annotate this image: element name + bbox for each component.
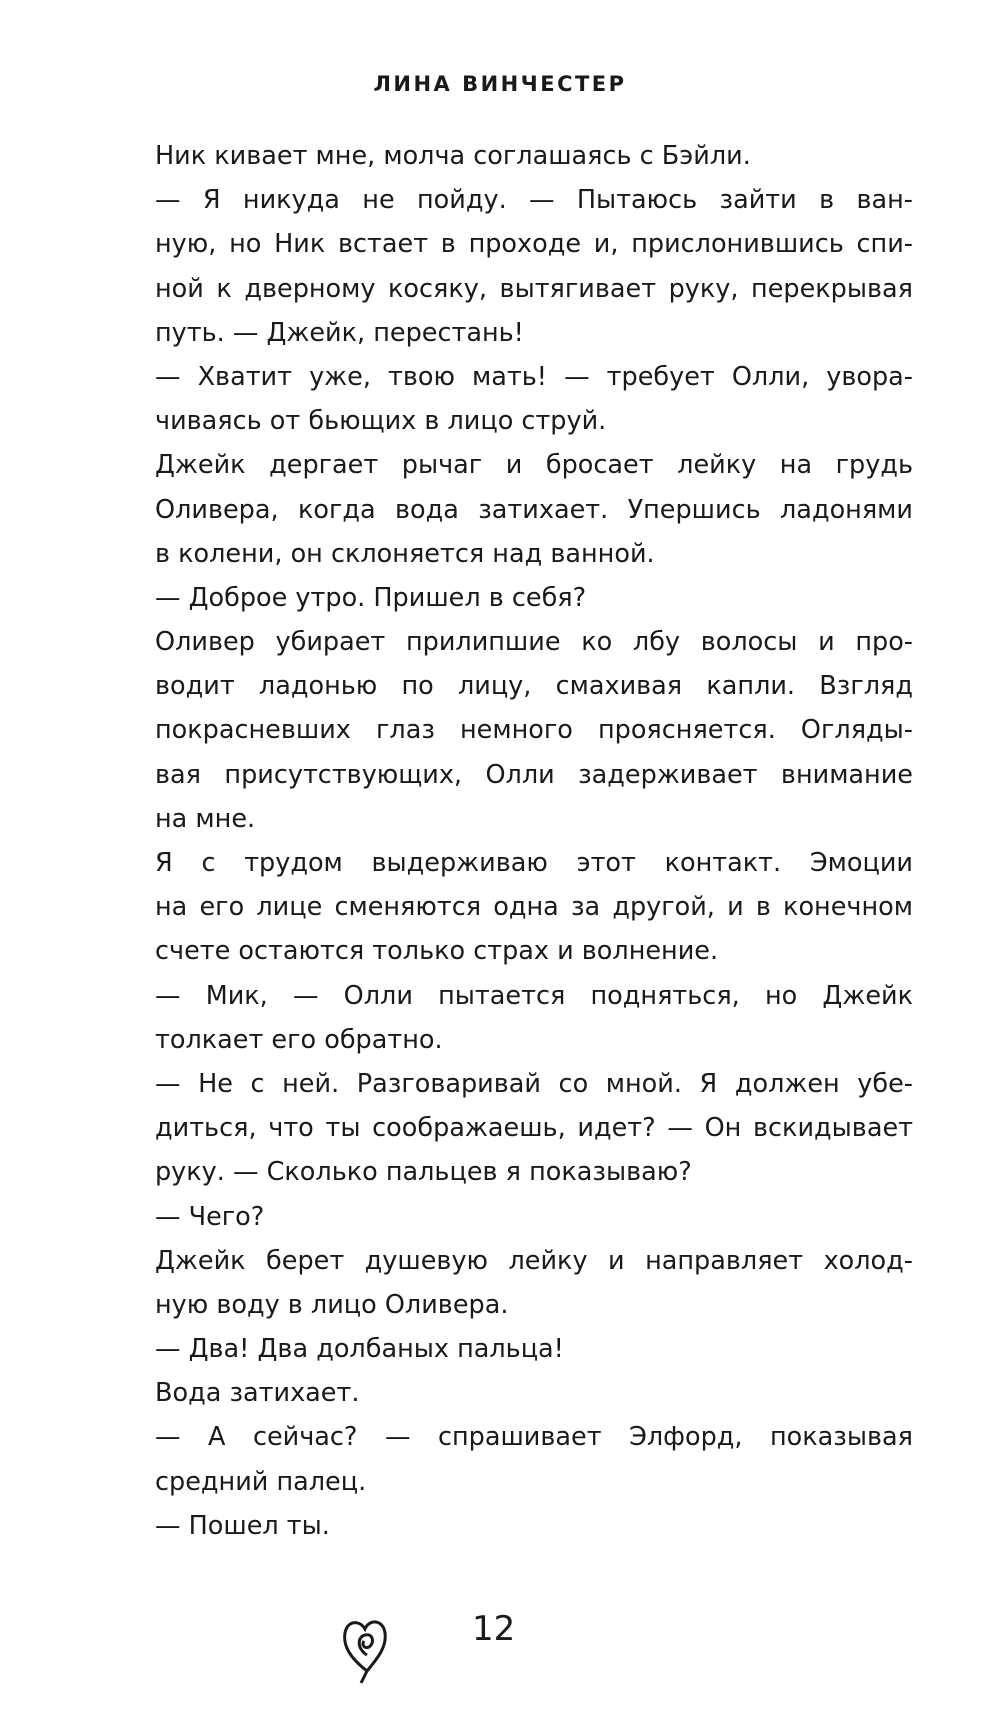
body-text [155, 134, 913, 1548]
text-line: покрасневших глаз немного проясняется. Огляды- [155, 715, 913, 746]
text-line: ную, но Ник встает в проходе и, прислонившись спи- [155, 229, 913, 260]
text-line: Джейк берет душевую лейку и направляет холод- [155, 1245, 913, 1276]
text-line: толкает его обратно. [155, 1024, 443, 1055]
text-line: путь. — Джейк, перестань! [155, 317, 524, 348]
text-line: средний палец. [155, 1466, 367, 1497]
text-line: счете остаются только страх и волнение. [155, 936, 719, 967]
text-line: на мне. [155, 803, 256, 834]
text-line: — Хватит уже, твою мать! — требует Олли, увора- [155, 361, 913, 392]
text-line: Оливер убирает прилипшие ко лбу волосы и про- [155, 627, 913, 658]
text-line: — Два! Два долбаных пальца! [155, 1334, 564, 1365]
text-line: — Чего? [155, 1201, 265, 1232]
text-line: ной к дверному косяку, вытягивает руку, перекрывая [155, 273, 913, 304]
text-line: ную воду в лицо Оливера. [155, 1289, 509, 1320]
text-line: чиваясь от бьющих в лицо струй. [155, 406, 607, 437]
text-line: диться, что ты соображаешь, идет? — Он вскидывает [155, 1113, 913, 1144]
page-footer [0, 1605, 1000, 1685]
text-line: Ник кивает мне, молча соглашаясь с Бэйли. [155, 141, 751, 171]
text-line: — Доброе утро. Пришел в себя? [155, 582, 587, 613]
text-line: — А сейчас? — спрашивает Элфорд, показывая [155, 1422, 913, 1453]
text-line: на его лице сменяются одна за другой, и в конечном [155, 892, 913, 923]
text-line: вая присутствующих, Олли задерживает внимание [155, 759, 913, 790]
running-header-author: ЛИНА ВИНЧЕСТЕР [373, 72, 627, 96]
page-number: 12 [472, 1609, 516, 1649]
text-line: водит ладонью по лицу, смахивая капли. Взгляд [155, 671, 913, 702]
text-line: Оливера, когда вода затихает. Упершись ладонями [155, 494, 913, 525]
text-line: — Не с ней. Разговаривай со мной. Я должен убе- [155, 1068, 913, 1099]
heart-swirl-icon [337, 1605, 397, 1685]
text-line: Вода затихает. [155, 1378, 360, 1409]
text-line: Джейк дергает рычаг и бросает лейку на грудь [155, 450, 913, 481]
text-line: — Я никуда не пойду. — Пытаюсь зайти в ван- [155, 185, 913, 216]
text-line: — Пошел ты. [155, 1510, 330, 1541]
text-line: руку. — Сколько пальцев я показываю? [155, 1157, 692, 1188]
text-line: — Мик, — Олли пытается подняться, но Джейк [155, 980, 913, 1011]
text-line: в колени, он склоняется над ванной. [155, 538, 655, 569]
text-line: Я с трудом выдерживаю этот контакт. Эмоции [155, 848, 913, 878]
